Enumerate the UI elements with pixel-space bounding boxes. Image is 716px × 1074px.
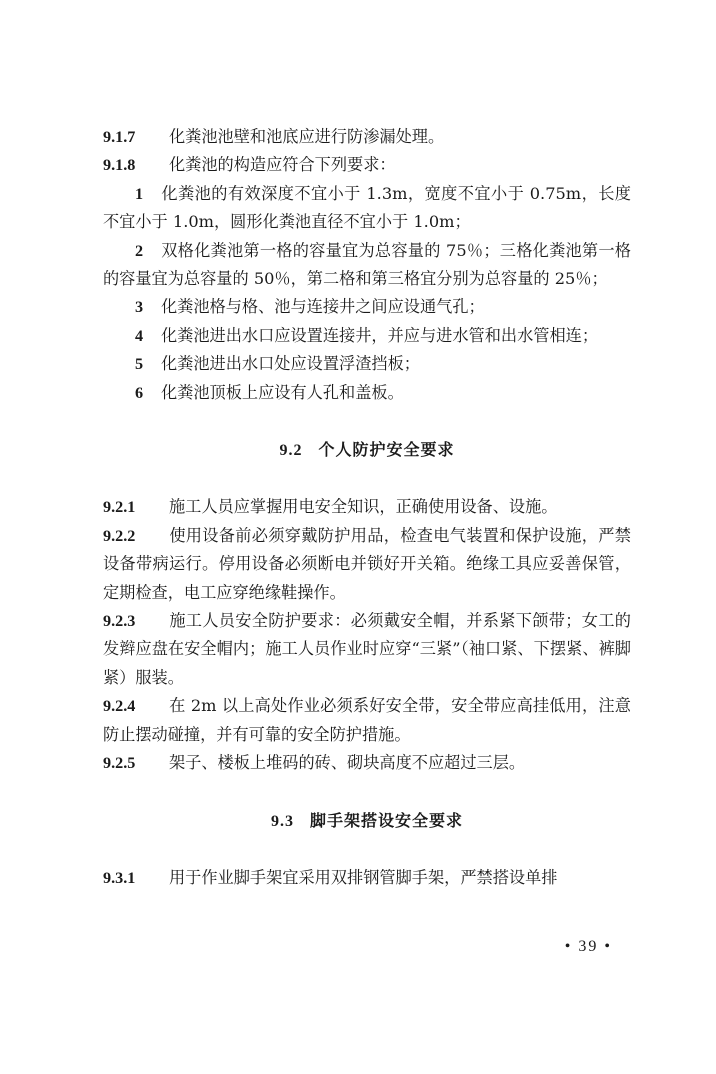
item-number: 5 [135, 355, 144, 374]
item-number: 2 [135, 241, 144, 260]
item-number: 4 [135, 326, 144, 345]
clause-text: 架子、楼板上堆码的砖、砌块高度不应超过三层。 [169, 753, 526, 773]
page-number: • 39 • [564, 938, 612, 955]
section-heading-9-3 [103, 807, 631, 835]
section-title: 脚手架搭设安全要求 [309, 810, 463, 830]
clause-9-3-1 [103, 864, 631, 892]
clause-number: 9.2.5 [103, 754, 136, 773]
section-title: 个人防护安全要求 [318, 440, 455, 460]
list-item-2 [103, 237, 631, 294]
item-number: 3 [135, 298, 144, 317]
list-item-1 [103, 180, 631, 237]
item-number: 1 [135, 184, 144, 203]
clause-text: 施工人员安全防护要求：必须戴安全帽，并系紧下颌带；女工的发辫应盘在安全帽内；施工人员作业时应穿“三紧”（袖口紧、下摆紧、裤脚紧）服装。 [103, 611, 631, 687]
clause-9-2-5 [103, 749, 631, 777]
spacer [103, 835, 631, 864]
item-text: 化粪池格与格、池与连接井之间应设通气孔； [161, 297, 485, 317]
clause-text: 用于作业脚手架宜采用双排钢管脚手架，严禁搭设单排 [169, 867, 558, 887]
item-number: 6 [135, 383, 144, 402]
clause-9-2-2 [103, 522, 631, 607]
clause-text: 化粪池的构造应符合下列要求： [169, 155, 396, 175]
clause-9-2-1 [103, 493, 631, 521]
clause-number: 9.2.4 [103, 697, 136, 716]
clause-number: 9.2.2 [103, 526, 136, 545]
clause-9-2-4 [103, 692, 631, 749]
clause-9-1-8 [103, 151, 631, 179]
list-item-3 [103, 293, 631, 321]
clause-9-1-7 [103, 123, 631, 151]
clause-number: 9.1.8 [103, 156, 136, 175]
spacer [103, 464, 631, 493]
clause-text: 化粪池池壁和池底应进行防渗漏处理。 [169, 127, 445, 146]
document-page [103, 123, 631, 892]
item-text: 化粪池的有效深度不宜小于 1.3m，宽度不宜小于 0.75m，长度不宜小于 1.0m，圆形化粪池直径不宜小于 1.0m； [103, 183, 631, 232]
section-number: 9.2 [279, 442, 303, 460]
clause-number: 9.2.1 [103, 498, 136, 517]
list-item-4 [103, 322, 631, 350]
clause-number: 9.2.3 [103, 612, 136, 631]
clause-text: 施工人员应掌握用电安全知识，正确使用设备、设施。 [169, 497, 558, 517]
clause-text: 使用设备前必须穿戴防护用品，检查电气装置和保护设施，严禁设备带病运行。停用设备必须断电并锁好开关箱。绝缘工具应妥善保管，定期检查，电工应穿绝缘鞋操作。 [103, 525, 631, 602]
section-heading-9-2 [103, 436, 631, 464]
section-number: 9.3 [270, 812, 294, 830]
spacer [103, 778, 631, 807]
item-text: 化粪池顶板上应设有人孔和盖板。 [161, 382, 404, 402]
clause-text: 在 2m 以上高处作业必须系好安全带，安全带应高挂低用，注意防止摆动碰撞，并有可靠的安全防护措施。 [103, 696, 631, 744]
clause-9-2-3 [103, 607, 631, 692]
item-text: 化粪池进出水口处应设置浮渣挡板； [161, 354, 420, 374]
list-item-5 [103, 350, 631, 378]
item-text: 双格化粪池第一格的容量宜为总容量的 75％；三格化粪池第一格的容量宜为总容量的 50％，第二格和第三格宜分别为总容量的 25％； [103, 240, 631, 289]
clause-number: 9.3.1 [103, 868, 136, 887]
spacer [103, 407, 631, 436]
clause-number: 9.1.7 [103, 128, 136, 146]
item-text: 化粪池进出水口应设置连接井，并应与进水管和出水管相连； [161, 325, 599, 345]
list-item-6 [103, 379, 631, 407]
